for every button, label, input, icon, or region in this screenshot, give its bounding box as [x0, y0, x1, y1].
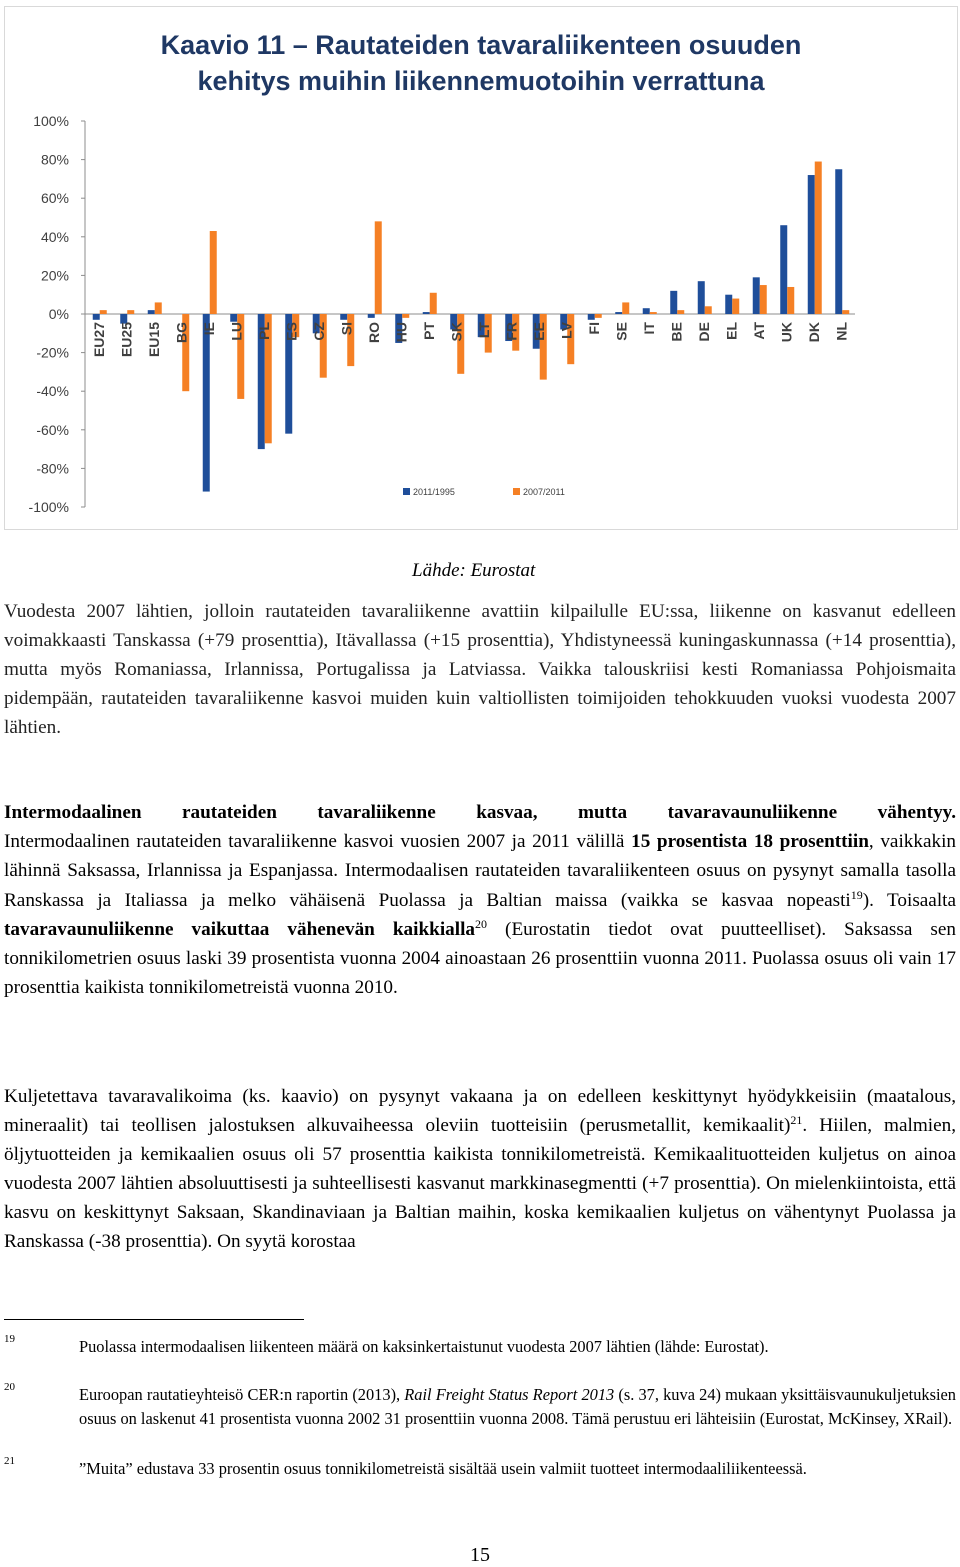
bar-2011-1995-RO	[368, 314, 375, 318]
bar-2011-1995-NL	[835, 169, 842, 314]
chart-title-line1: Kaavio 11 – Rautateiden tavaraliikenteen osuuden	[160, 30, 802, 60]
p2-text-4: (Eurostatin tiedot ovat puutteelliset). Saksassa sen tonnikilometrien osuus laski 39 prosentista vuonna 2004 ainoastaan 26 prosenttiin vuonna 2011. Puolassa osuus oli vain 17 prosenttia kaikista tonnikilometreistä vuonna 2010.	[4, 918, 957, 999]
footnote-separator	[4, 1319, 304, 1320]
bar-2011-1995-DK	[808, 175, 815, 314]
category-label: EE	[530, 322, 547, 341]
paragraph-3	[4, 1082, 956, 1256]
bar-2007-2011-HU	[402, 314, 409, 318]
category-label: EU27	[90, 322, 107, 358]
fn20-text-2: (s. 37, kuva 24) mukaan yksittäisvaunukuljetuksien osuus on laskenut 41 prosentista vuonna 2002 31 prosenttiin vuonna 2008. Tämä perustuu eri lähteisiin (Eurostat, McKinsey, XRail).	[79, 1385, 956, 1428]
report-title: Rail Freight Status Report 2013	[404, 1385, 615, 1404]
bar-2011-1995-SE	[615, 312, 622, 314]
p2-bold-1: 15 prosentista 18 prosenttiin	[631, 831, 869, 853]
paragraph-1: Vuodesta 2007 lähtien, jolloin rautateiden tavaraliikenne avattiin kilpailulle EU:ssa, liikenne on kasvanut edelleen voimakkaasti Tanskassa (+79 prosenttia), Itävallassa (+15 prosenttia), Yhdistyneessä kuningaskunnassa (+14 prosenttia), mutta myös Romaniassa, Irlannissa, Portugalissa ja Latviassa. Vaikka talouskriisi kesti Romaniassa Pohjoismaita pidempään, rautateiden tavaraliikenne kasvoi muiden kuin valtiollisten toimijoiden tehokkuuden vuoksi vuodesta 2007 lähtien.	[4, 601, 956, 738]
y-tick-label: 40%	[40, 228, 69, 245]
footnote-text: ”Muita” edustava 33 prosentin osuus tonnikilometreistä sisältää usein valmiit tuotteet intermodaaliliikenteessä.	[79, 1459, 807, 1478]
category-label: EL	[723, 322, 740, 340]
page-number: 15	[470, 1544, 490, 1566]
bar-2011-1995-FI	[588, 314, 595, 320]
y-tick-label: -100%	[28, 499, 69, 515]
y-tick-label: -60%	[36, 421, 69, 438]
category-label: FI	[585, 322, 602, 335]
bar-2011-1995-IE	[203, 314, 210, 492]
category-label: LT	[475, 322, 492, 339]
category-label: RO	[365, 322, 382, 343]
p2-text-1: Intermodaalinen rautateiden tavaraliikenne kasvoi vuosien 2007 ja 2011 välillä	[4, 831, 632, 853]
bar-2007-2011-EU27	[100, 310, 107, 314]
bar-2007-2011-FI	[595, 314, 602, 318]
category-label: FR	[503, 322, 520, 341]
legend-label: 2007/2011	[523, 487, 565, 497]
footnote-number: 20	[4, 1381, 15, 1393]
bar-2011-1995-BE	[670, 291, 677, 314]
chart-title-line2: kehitys muihin liikennemuotoihin verrattuna	[197, 66, 765, 96]
category-label: IT	[640, 322, 657, 335]
category-label: BE	[668, 322, 685, 342]
bar-2011-1995-PT	[423, 312, 430, 314]
category-label: BG	[173, 322, 190, 343]
category-label: EU15	[145, 322, 162, 358]
footnote-text	[79, 1383, 956, 1431]
bar-2007-2011-PT	[430, 293, 437, 314]
y-tick-label: -40%	[36, 383, 69, 400]
bar-2011-1995-AT	[753, 277, 760, 314]
category-label: HU	[393, 322, 410, 343]
category-label: SI	[338, 322, 355, 336]
bar-2007-2011-DE	[705, 306, 712, 314]
category-label: CZ	[310, 322, 327, 341]
bar-2011-1995-IT	[643, 308, 650, 314]
legend-label: 2011/1995	[413, 487, 455, 497]
category-label: ES	[283, 322, 300, 341]
y-tick-label: 60%	[40, 190, 69, 207]
category-label: IE	[200, 322, 217, 336]
category-label: DK	[805, 322, 822, 343]
p2-text-3: ). Toisaalta	[862, 889, 956, 911]
bar-2007-2011-IT	[650, 312, 657, 314]
legend-swatch	[513, 488, 520, 495]
chart-title	[5, 27, 957, 99]
bar-2011-1995-SI	[340, 314, 347, 320]
bar-2011-1995-EL	[725, 295, 732, 314]
source-caption: Lähde: Eurostat	[412, 560, 536, 581]
bar-2007-2011-SE	[622, 302, 629, 314]
bar-2007-2011-EU25	[127, 310, 134, 314]
y-tick-label: -20%	[36, 344, 69, 361]
paragraph-2	[4, 798, 956, 1002]
category-label: AT	[750, 322, 767, 340]
chart-figure	[4, 6, 958, 530]
bar-2007-2011-DK	[815, 162, 822, 314]
category-label: LU	[228, 322, 245, 341]
footnote-text: Puolassa intermodaalisen liikenteen määrä on kaksinkertaistunut vuodesta 2007 lähtien (lähde: Eurostat).	[79, 1337, 769, 1356]
p3-text-2: . Hiilen, malmien, öljytuotteiden ja kemikaalien osuus oli 57 prosenttia kaikista tonnikilometreistä. Kemikaalituotteiden kuljetus on ainoa vuodesta 2007 lähtien absoluuttisesti ja suhteellisesti kasvanut markkinasegmentti (+7 prosenttia). On mielenkiintoista, että kasvu on keskittynyt Saksaan, Skandinaviaan ja Baltian maihin, koska kemikaalien kuljetus on vähentynyt Puolassa ja Ranskassa (-38 prosenttia). On syytä korostaa	[4, 1115, 956, 1252]
category-label: EU25	[118, 322, 135, 358]
y-tick-label: 20%	[40, 267, 69, 284]
bar-2007-2011-SI	[347, 314, 354, 366]
bar-2007-2011-IE	[210, 231, 217, 314]
p3-text-1: Kuljetettava tavaravalikoima (ks. kaavio) on pysynyt vakaana ja on edelleen keskittynyt hyödykkeisiin (maatalous, mineraalit) tai teollisen jalostuksen alkuvaiheessa oleviin tuotteisiin (perusmetallit, kemikaalit)	[4, 1086, 956, 1136]
footnote-ref-19[interactable]: 19	[850, 887, 863, 902]
bar-2007-2011-EL	[732, 299, 739, 314]
bar-2011-1995-LU	[230, 314, 237, 322]
bar-2011-1995-EU27	[93, 314, 100, 320]
y-tick-label: -80%	[36, 460, 69, 477]
legend-swatch	[403, 488, 410, 495]
p2-bold-2: tavaravaunuliikenne vaikuttaa vähenevän kaikkialla	[4, 918, 476, 940]
footnote-ref-20[interactable]: 20	[475, 916, 488, 931]
category-label: SE	[613, 322, 630, 341]
bar-2007-2011-BE	[677, 310, 684, 314]
bar-2007-2011-RO	[375, 221, 382, 314]
bar-2011-1995-DE	[698, 281, 705, 314]
y-tick-label: 0%	[48, 306, 69, 322]
category-label: SK	[448, 322, 465, 342]
section-heading: Intermodaalinen rautateiden tavaraliikenne kasvaa, mutta tavaravaunuliikenne vähentyy.	[4, 802, 956, 823]
bar-2007-2011-UK	[787, 287, 794, 314]
bar-2011-1995-UK	[780, 225, 787, 314]
bar-2007-2011-AT	[760, 285, 767, 314]
category-label: LV	[558, 322, 575, 339]
fn20-text-1: Euroopan rautatieyhteisö CER:n raportin (2013),	[79, 1385, 405, 1404]
bar-2011-1995-EU15	[148, 310, 155, 314]
p2-text-2: , vaikkakin lähinnä Saksassa, Irlannissa ja Espanjassa. Intermodaalisen rautateiden tavaraliikenteen osuus on pysynyt samalla tasolla Ranskassa ja Italiassa ja melko vähäisenä Puolassa ja Baltian maissa (vaikka se kasvaa nopeasti	[4, 831, 956, 911]
footnote-number: 21	[4, 1455, 15, 1467]
footnote-number: 19	[4, 1333, 15, 1345]
footnote-ref-21[interactable]: 21	[790, 1113, 803, 1127]
y-tick-label: 80%	[40, 151, 69, 168]
bar-2007-2011-NL	[842, 310, 849, 314]
bar-2007-2011-EU15	[155, 302, 162, 314]
category-label: UK	[778, 322, 795, 343]
y-tick-label: 100%	[33, 113, 69, 129]
category-label: DE	[695, 322, 712, 342]
category-label: PT	[420, 322, 437, 340]
category-label: PL	[255, 322, 272, 340]
category-label: NL	[833, 322, 850, 341]
